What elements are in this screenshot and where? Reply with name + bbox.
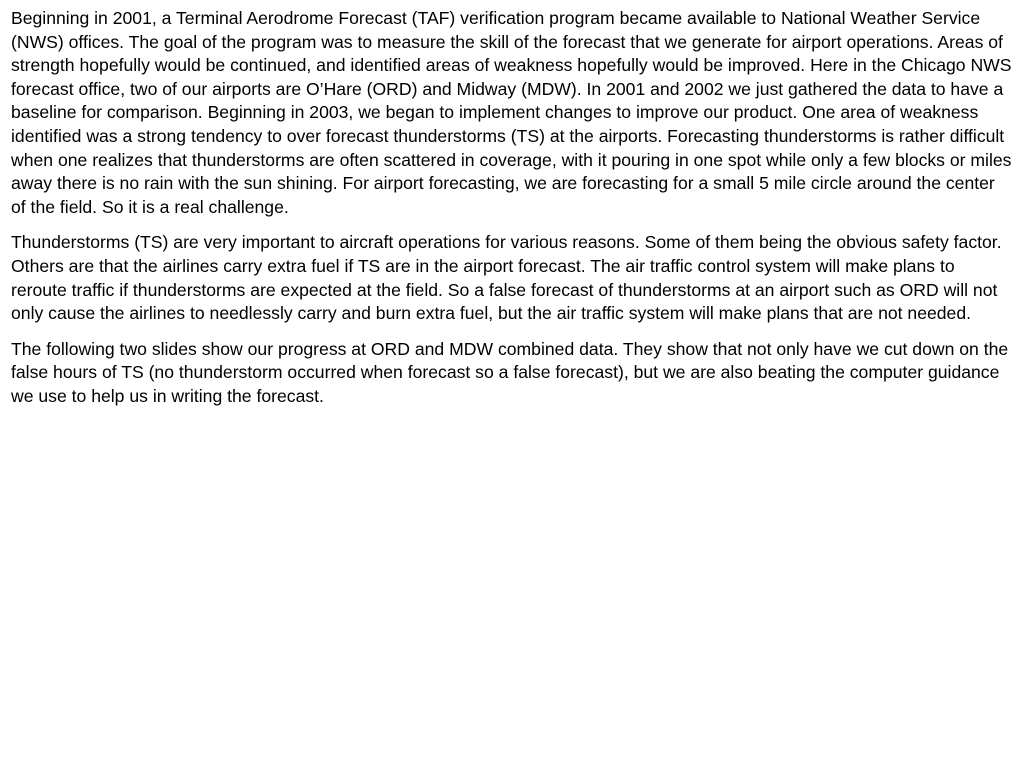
notes-text-body: [11, 7, 1013, 421]
paragraph-following-slides: The following two slides show our progress at ORD and MDW combined data. They show that not only have we cut down on the false hours of TS (no thunderstorm occurred when forecast so a false forecast), but we are also beating the computer guidance we use to help us in writing the forecast.: [11, 338, 1009, 406]
paragraph-taf-verification-intro: Beginning in 2001, a Terminal Aerodrome Forecast (TAF) verification program became available to National Weather Service (NWS) offices. The goal of the program was to measure the skill of the forecast that we generate for airport operations. Areas of strength hopefully would be continued, and identified areas of weakness hopefully would be improved. Here in the Chicago NWS forecast office, two of our airports are O’Hare (ORD) and Midway (MDW). In 2001 and 2002 we just gathered the data to have a baseline for comparison. Beginning in 2003, we began to implement changes to improve our product. One area of weakness identified was a strong tendency to over forecast thunderstorms (TS) at the airports. Forecasting thunderstorms is rather difficult when one realizes that thunderstorms are often scattered in coverage, with it pouring in one spot while only a few blocks or miles away there is no rain with the sun shining. For airport forecasting, we are forecasting for a small 5 mile circle around the center of the field. So it is a real challenge.: [11, 8, 1012, 217]
paragraph-thunderstorm-importance: Thunderstorms (TS) are very important to aircraft operations for various reasons. Some of them being the obvious safety factor. Others are that the airlines carry extra fuel if TS are in the airport forecast. The air traffic control system will make plans to reroute traffic if thunderstorms are expected at the field. So a false forecast of thunderstorms at an airport such as ORD will not only cause the airlines to needlessly carry and burn extra fuel, but the air traffic system will make plans that are not needed.: [11, 232, 1002, 324]
